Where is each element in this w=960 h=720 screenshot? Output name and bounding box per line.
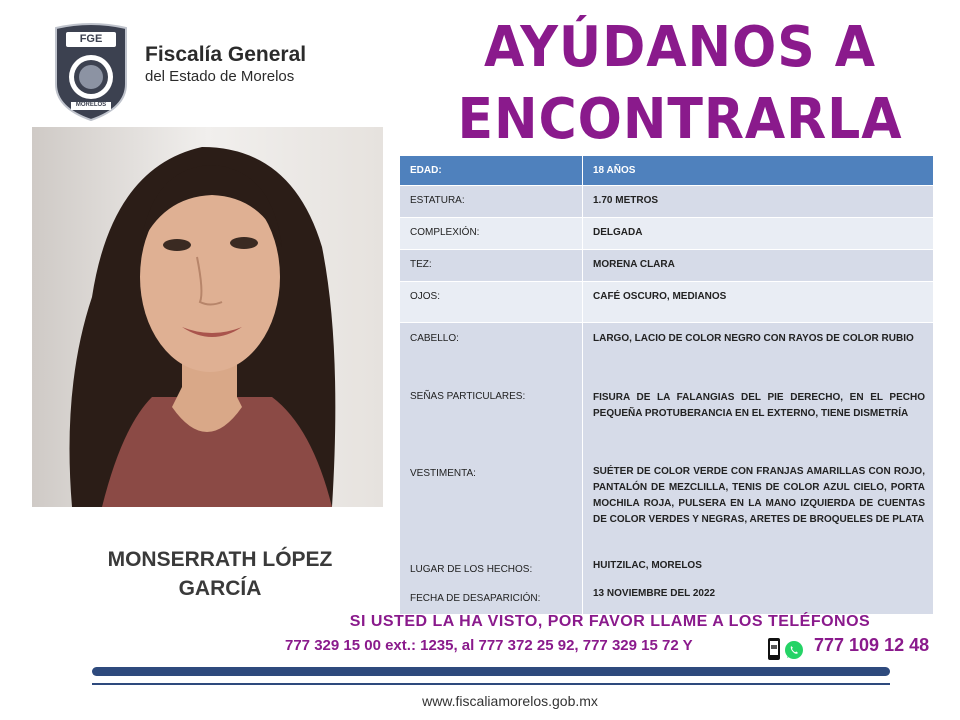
column-divider: [582, 156, 583, 614]
clothing-label: VESTIMENTA:: [410, 468, 476, 479]
call-to-action: SI USTED LA HA VISTO, POR FAVOR LLAME A LOS TELÉFONOS: [349, 613, 871, 630]
org-name-line1: Fiscalía General: [145, 43, 307, 66]
table-row: [400, 218, 933, 249]
row-divider: [400, 249, 933, 250]
date-value: 13 NOVIEMBRE DEL 2022: [593, 588, 716, 599]
marks-value: FISURA DE LA FALANGIAS DEL PIE DERECHO, EN EL PECHO PEQUEÑA PROTUBERANCIA EN EL EXTERNO, TIENE DISMETRÍA: [593, 392, 925, 419]
clothing-value: SUÉTER DE COLOR VERDE CON FRANJAS AMARILLAS CON ROJO, PANTALÓN DE MEZCLILLA, TENIS DE COLOR AZUL CIELO, PORTA MOCHILA ROJA, PULSERA EN LA MANO IZQUIERDA DE CUENTAS DE COLOR VERDES Y NEGRAS, ARETES DE BROQUELES DE PLATA: [593, 466, 925, 525]
whatsapp-number: 777 109 12 48: [814, 635, 930, 655]
skin-value: MORENA CLARA: [593, 259, 675, 270]
eyes-value: CAFÉ OSCURO, MEDIANOS: [593, 291, 727, 302]
table-row: [400, 282, 933, 322]
height-label: ESTATURA:: [410, 195, 465, 206]
footer-divider-thin: [92, 683, 890, 685]
row-divider: [400, 217, 933, 218]
headline-line1: AYÚDANOS A: [484, 15, 876, 80]
person-name-line1: MONSERRATH LÓPEZ: [107, 548, 333, 571]
row-divider: [400, 322, 933, 323]
hair-label: CABELLO:: [410, 333, 459, 344]
person-name: [60, 545, 380, 603]
website-link[interactable]: www.fiscaliamorelos.gob.mx: [422, 693, 598, 709]
marks-label: SEÑAS PARTICULARES:: [410, 391, 526, 402]
place-label: LUGAR DE LOS HECHOS:: [410, 564, 533, 575]
logo-seal-text: MORELOS: [75, 102, 107, 108]
height-value: 1.70 METROS: [593, 195, 659, 206]
person-name-line2: GARCÍA: [178, 577, 262, 600]
eyes-label: OJOS:: [410, 291, 441, 302]
build-value: DELGADA: [593, 227, 643, 238]
whatsapp-icon: [784, 640, 804, 660]
age-label: EDAD:: [410, 165, 442, 176]
headline: [429, 12, 931, 156]
build-label: COMPLEXIÓN:: [410, 227, 480, 238]
table-row: [400, 186, 933, 217]
row-divider: [400, 185, 933, 186]
missing-person-photo: [32, 127, 383, 507]
table-header-row: [400, 156, 933, 185]
place-value: HUITZILAC, MORELOS: [593, 560, 702, 571]
phone-icon: [767, 637, 781, 661]
description-table: [400, 156, 933, 614]
hair-value: LARGO, LACIO DE COLOR NEGRO CON RAYOS DE COLOR RUBIO: [593, 333, 914, 344]
age-value: 18 AÑOS: [593, 165, 636, 176]
headline-line2: ENCONTRARLA: [457, 87, 903, 152]
table-row: [400, 250, 933, 281]
phone-numbers: 777 329 15 00 ext.: 1235, al 777 372 25 92, 777 329 15 72 Y: [285, 637, 693, 654]
row-divider: [400, 281, 933, 282]
footer-divider-thick: [92, 667, 890, 676]
date-label: FECHA DE DESAPARICIÓN:: [410, 593, 541, 604]
org-name-line2: del Estado de Morelos: [145, 68, 295, 85]
logo-badge-text: FGE: [79, 33, 103, 45]
skin-label: TEZ:: [410, 259, 432, 270]
